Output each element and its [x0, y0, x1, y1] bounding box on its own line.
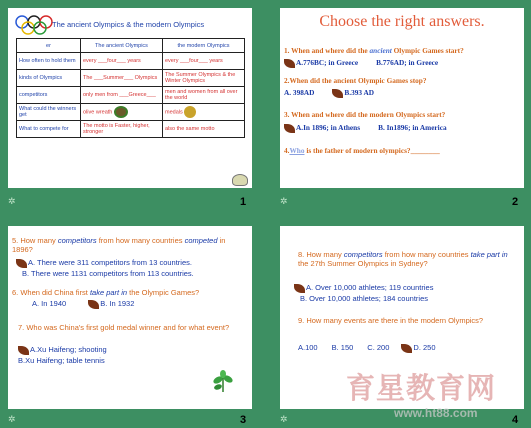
answer-option[interactable]: B. Over 10,000 athletes; 184 countries [300, 294, 428, 303]
row-label: kinds of Olympics [17, 70, 81, 87]
q4-pre: 4. [284, 146, 290, 155]
header-cell: The ancient Olympics [81, 39, 163, 53]
row-label: competitors [17, 87, 81, 104]
question-2: 2.When did the ancient Olympic Games stop? [284, 76, 427, 85]
watermark [340, 366, 530, 428]
answer-option[interactable]: B. In1896; in America [378, 123, 447, 132]
slide1-title: The ancient Olympics & the modern Olympics [52, 20, 205, 29]
modern-cell: men and women from all over the world [163, 87, 245, 104]
table-row [17, 70, 245, 87]
q6-post: the Olympic Games? [127, 288, 200, 297]
q1-post: Olympic Games start? [391, 46, 464, 55]
table-header-row [17, 39, 245, 53]
row-label: What could the winners get [17, 104, 81, 121]
leaf-marker-icon [401, 344, 412, 353]
modern-cell: The Summer Olympics & the Winter Olympics [163, 70, 245, 87]
q4-who: Who [289, 146, 305, 155]
answer-text: A. There were 311 competitors from 13 countries. [28, 258, 192, 267]
answer-option[interactable]: D. 250 [413, 343, 436, 352]
answer-option[interactable] [294, 283, 433, 293]
answer-option[interactable]: C. 200 [367, 343, 390, 352]
mascot-icon [232, 174, 248, 186]
olive-wreath-icon [114, 106, 128, 118]
modern-cell: also the same motto [163, 121, 245, 138]
ancient-cell: The motto is Faster, higher, stronger [81, 121, 163, 138]
answer-option[interactable]: A.776BC; in Greece [296, 58, 359, 67]
olympic-rings-icon [14, 14, 54, 36]
answer-option[interactable]: A.100 [298, 343, 318, 352]
q8-em2: take part in [470, 250, 508, 259]
answer-option[interactable]: A. In 1940 [32, 299, 67, 308]
leaf-marker-icon [284, 124, 295, 133]
plant-icon [212, 370, 234, 392]
q8-em: competitors [343, 250, 383, 259]
q8-post: the 27th Summer Olympics in Sydney? [298, 259, 428, 268]
answer-text: A.Xu Haifeng; shooting [30, 345, 107, 354]
answer-option[interactable] [16, 258, 192, 268]
q6-em: take part in [89, 288, 128, 297]
slide-number: 4 [512, 414, 519, 426]
leaf-marker-icon [294, 284, 305, 293]
leaf-marker-icon [18, 346, 29, 355]
leaf-marker-icon [332, 89, 343, 98]
answer-option[interactable]: A.In 1896; in Athens [296, 123, 361, 132]
ancient-cell: only men from ___Greece___ [81, 87, 163, 104]
answers-1 [284, 58, 522, 68]
header-cell: the modern Olympics [163, 39, 245, 53]
ancient-cell: The ___Summer___ Olympics [81, 70, 163, 87]
leaf-marker-icon [88, 300, 99, 309]
question-8 [298, 250, 520, 268]
leaf-marker-icon [16, 259, 27, 268]
question-3: 3. When and where did the modern Olympics start? [284, 110, 446, 119]
ancient-cell [81, 104, 163, 121]
question-4 [284, 146, 522, 155]
q5-post: in 1896? [12, 236, 226, 254]
star-icon: ✲ [8, 414, 16, 424]
medal-icon [184, 106, 196, 118]
ancient-cell: every ___four___ years [81, 53, 163, 70]
q8-mid: from how many countries [382, 250, 471, 259]
answer-option[interactable]: B. 150 [331, 343, 354, 352]
answers-9 [298, 343, 436, 353]
table-row [17, 104, 245, 121]
question-9: 9. How many events are there in the modern Olympics? [298, 316, 484, 325]
slide-number: 2 [512, 196, 519, 208]
ancient-cell-text: olive wreath [83, 109, 113, 116]
olympics-comparison-table [16, 38, 245, 138]
q6-pre: 6. When did China first [12, 288, 90, 297]
modern-cell: every ___four___ years [163, 53, 245, 70]
answer-option[interactable]: B.776AD; in Greece [376, 58, 439, 67]
table-row [17, 87, 245, 104]
answers-3 [284, 123, 522, 133]
header-cell: er [17, 39, 81, 53]
question-1 [284, 46, 522, 55]
table-row [17, 121, 245, 138]
answer-option[interactable]: B.Xu Haifeng; table tennis [18, 356, 105, 365]
question-6 [12, 288, 248, 297]
slide2-title: Choose the right answers. [319, 13, 485, 30]
leaf-marker-icon [284, 59, 295, 68]
q8-pre: 8. How many [298, 250, 344, 259]
modern-cell-text: medals [165, 109, 183, 116]
watermark-url: www.ht88.com [394, 406, 478, 420]
answer-option[interactable]: B.393 AD [344, 88, 375, 97]
answer-option[interactable] [18, 345, 107, 355]
q5-em: competitors [57, 236, 97, 245]
row-label: How often to hold them [17, 53, 81, 70]
star-icon: ✲ [280, 414, 288, 424]
q5-mid: from how many countries [96, 236, 185, 245]
slide-number: 1 [240, 196, 247, 208]
q5-pre: 5. How many [12, 236, 58, 245]
answers-2 [284, 88, 522, 98]
star-icon: ✲ [280, 196, 288, 206]
slide-number: 3 [240, 414, 247, 426]
modern-cell [163, 104, 245, 121]
slide-1[interactable] [8, 8, 252, 188]
answer-option[interactable]: A. 398AD [284, 88, 315, 97]
row-label: What to compete for [17, 121, 81, 138]
table-row [17, 53, 245, 70]
answer-text: A. Over 10,000 athletes; 119 countries [306, 283, 434, 292]
answers-6 [32, 299, 134, 309]
q4-post: is the father of modern olympics?________ [304, 146, 440, 155]
slide-2[interactable] [280, 8, 524, 188]
answer-option[interactable]: B. There were 1131 competitors from 113 countries. [22, 269, 194, 278]
star-icon: ✲ [8, 196, 16, 206]
question-7: 7. Who was China's first gold medal winner and for what event? [18, 323, 230, 332]
answer-option[interactable]: B. In 1932 [100, 299, 135, 308]
slide-3[interactable] [8, 226, 252, 409]
q1-pre: 1. When and where did the [284, 46, 370, 55]
q5-em2: competed [184, 236, 218, 245]
q1-em: ancient [369, 46, 392, 55]
watermark-text: 育星教育网 [346, 371, 497, 405]
question-5 [12, 236, 248, 254]
